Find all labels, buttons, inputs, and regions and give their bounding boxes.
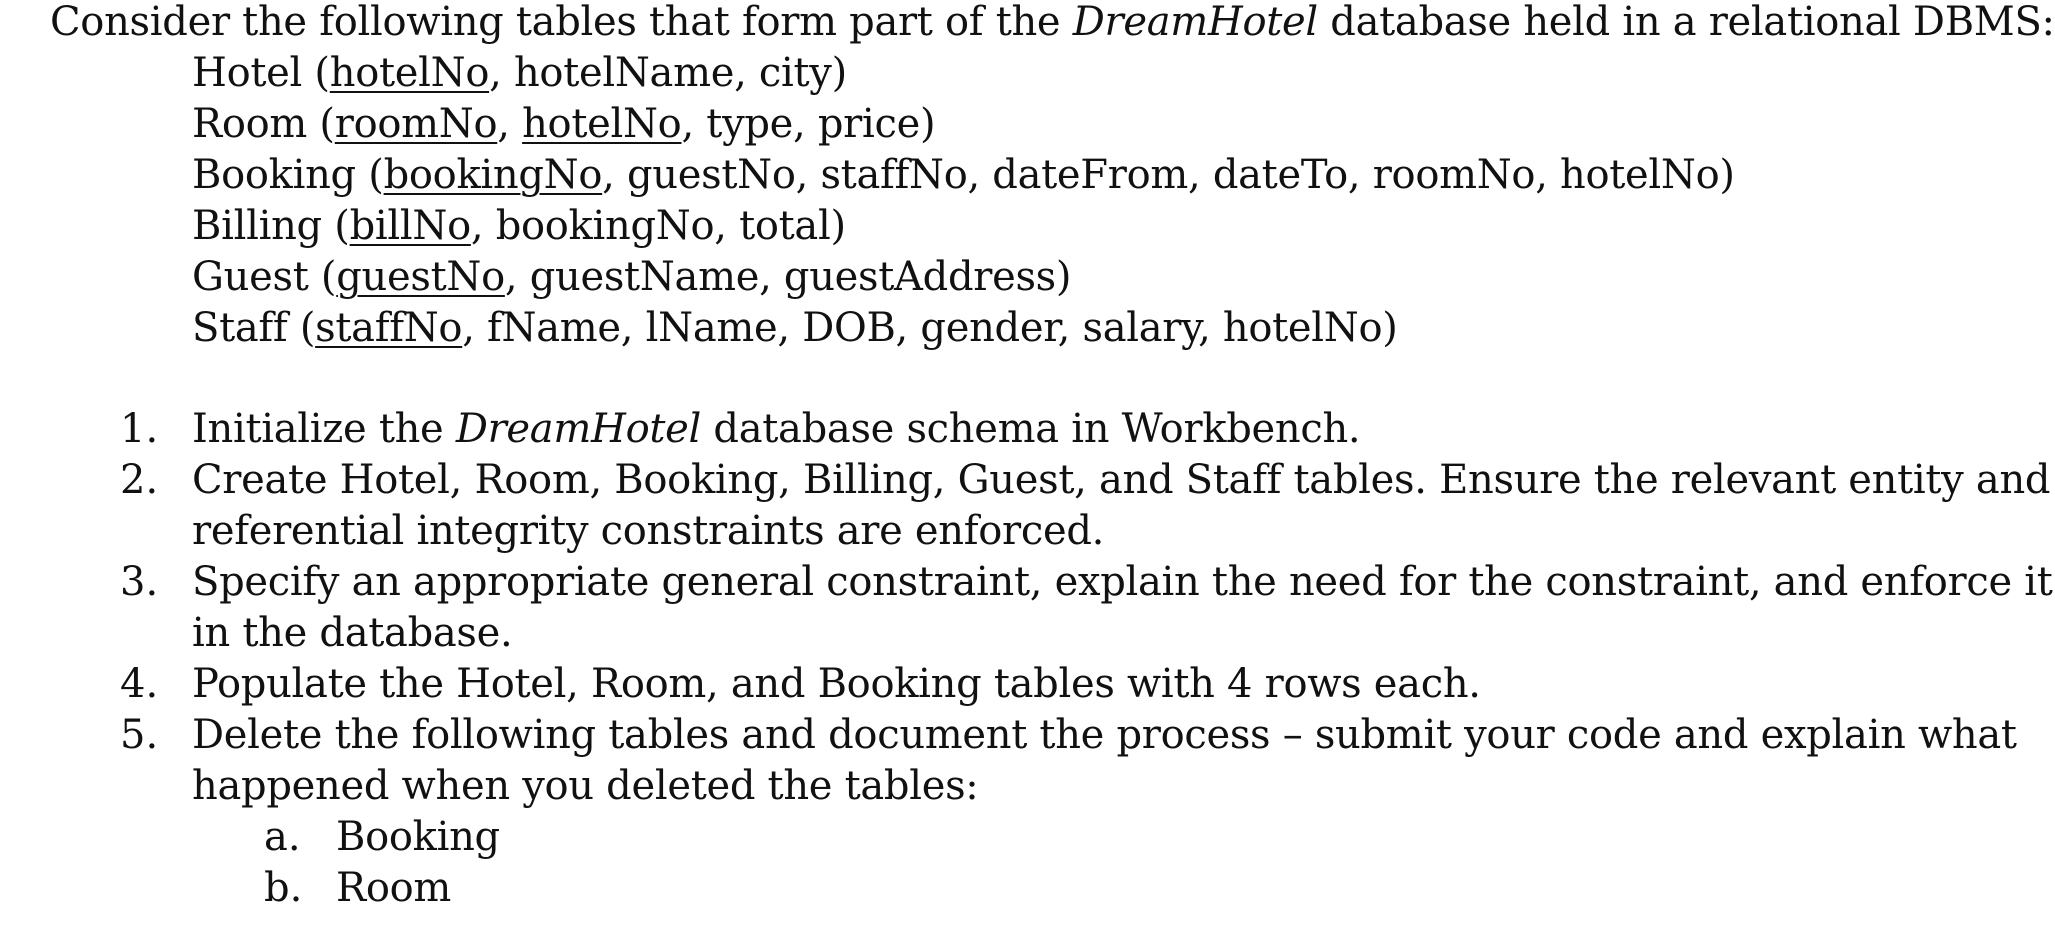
intro-after: database held in a relational DBMS: xyxy=(1317,0,2055,45)
table-columns: , type, price) xyxy=(681,101,936,147)
task-text-part: database schema in Workbench. xyxy=(701,406,1361,452)
task-number: 3. xyxy=(120,559,159,605)
task-3-line-2: in the database. xyxy=(192,610,513,656)
schema-room: Room (roomNo, hotelNo, type, price) xyxy=(192,101,936,147)
subtask-letter: b. xyxy=(264,865,303,911)
schema-guest: Guest (guestNo, guestName, guestAddress) xyxy=(192,254,1072,300)
table-name: Billing xyxy=(192,203,322,249)
db-name: DreamHotel xyxy=(455,406,701,452)
task-5-line-2: happened when you deleted the tables: xyxy=(192,763,979,809)
schema-billing: Billing (billNo, bookingNo, total) xyxy=(192,203,846,249)
primary-key: hotelNo xyxy=(522,101,682,147)
task-2-line-2: referential integrity constraints are enforced. xyxy=(192,508,1105,554)
primary-key: hotelNo xyxy=(329,50,490,96)
schema-booking: Booking (bookingNo, guestNo, staffNo, dateFrom, dateTo, roomNo, hotelNo) xyxy=(192,152,1735,198)
task-number: 4. xyxy=(120,661,159,707)
task-5-line-1: Delete the following tables and document the process – submit your code and explain what xyxy=(192,712,2017,758)
subtask-letter: a. xyxy=(264,814,301,860)
table-name: Booking xyxy=(192,152,356,198)
primary-key: bookingNo xyxy=(383,152,603,198)
primary-key: billNo xyxy=(349,203,471,249)
table-columns: , fName, lName, DOB, gender, salary, hotelNo) xyxy=(462,305,1398,351)
subtask-text: Booking xyxy=(336,814,500,860)
task-text-part: Initialize the xyxy=(192,406,456,452)
task-2-line-1: Create Hotel, Room, Booking, Billing, Guest, and Staff tables. Ensure the relevant entity and xyxy=(192,457,2051,503)
schema-staff: Staff (staffNo, fName, lName, DOB, gender, salary, hotelNo) xyxy=(192,305,1398,351)
table-columns: , bookingNo, total) xyxy=(470,203,846,249)
intro-paragraph xyxy=(50,0,2055,48)
task-number: 2. xyxy=(120,457,159,503)
primary-key: roomNo xyxy=(334,101,498,147)
primary-key: staffNo xyxy=(315,305,463,351)
table-name: Staff xyxy=(192,305,288,351)
table-name: Room xyxy=(192,101,308,147)
intro-before: Consider the following tables that form part of the xyxy=(50,0,1073,45)
task-number: 1. xyxy=(120,406,159,452)
task-3-line-1: Specify an appropriate general constraint, explain the need for the constraint, and enforce it xyxy=(192,559,2053,605)
db-name: DreamHotel xyxy=(1072,0,1318,45)
table-columns: , guestNo, staffNo, dateFrom, dateTo, roomNo, hotelNo) xyxy=(602,152,1735,198)
table-name: Hotel xyxy=(192,50,303,96)
task-4-line-1: Populate the Hotel, Room, and Booking tables with 4 rows each. xyxy=(192,661,1481,707)
task-1-text xyxy=(192,403,1360,455)
schema-hotel: Hotel (hotelNo, hotelName, city) xyxy=(192,50,847,96)
table-columns: , guestName, guestAddress) xyxy=(504,254,1072,300)
task-number: 5. xyxy=(120,712,159,758)
table-columns: , hotelName, city) xyxy=(489,50,847,96)
subtask-text: Room xyxy=(336,865,452,911)
table-name: Guest xyxy=(192,254,309,300)
primary-key: guestNo xyxy=(336,254,505,300)
